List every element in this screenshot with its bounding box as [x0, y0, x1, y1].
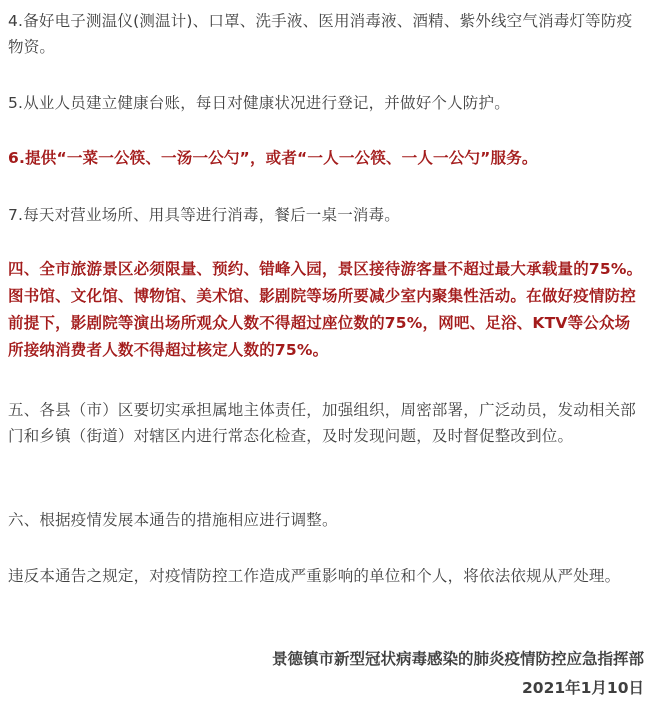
paragraph-item-6-highlight: 6.提供“一菜一公筷、一汤一公勺”，或者“一人一公筷、一人一公勺”服务。 [8, 149, 538, 167]
paragraph-item-7: 7.每天对营业场所、用具等进行消毒，餐后一桌一消毒。 [8, 206, 400, 224]
signature-date: 2021年1月10日 [522, 679, 644, 697]
paragraph-item-4: 4.备好电子测温仪(测温计)、口罩、洗手液、医用消毒液、酒精、紫外线空气消毒灯等防疫物资。 [8, 12, 633, 56]
signature-organization: 景德镇市新型冠状病毒感染的肺炎疫情防控应急指挥部 [271, 650, 644, 668]
paragraph-item-5: 5.从业人员建立健康台账，每日对健康状况进行登记，并做好个人防护。 [8, 94, 510, 112]
section-six: 六、根据疫情发展本通告的措施相应进行调整。 [8, 511, 338, 529]
violation-paragraph: 违反本通告之规定，对疫情防控工作造成严重影响的单位和个人，将依法依规从严处理。 [8, 567, 621, 585]
section-five: 五、各县（市）区要切实承担属地主体责任，加强组织，周密部署，广泛动员，发动相关部门和乡镇（街道）对辖区内进行常态化检查，及时发现问题，及时督促整改到位。 [8, 401, 637, 445]
section-four-highlight: 四、全市旅游景区必须限量、预约、错峰入园，景区接待游客量不超过最大承载量的75%。图书馆、文化馆、博物馆、美术馆、影剧院等场所要减少室内聚集性活动。在做好疫情防控前提下，影剧院等演出场所观众人数不得超过座位数的75%，网吧、足浴、KTV等公众场所接纳消费者人数不得超过核定人数的75%。 [8, 260, 643, 359]
